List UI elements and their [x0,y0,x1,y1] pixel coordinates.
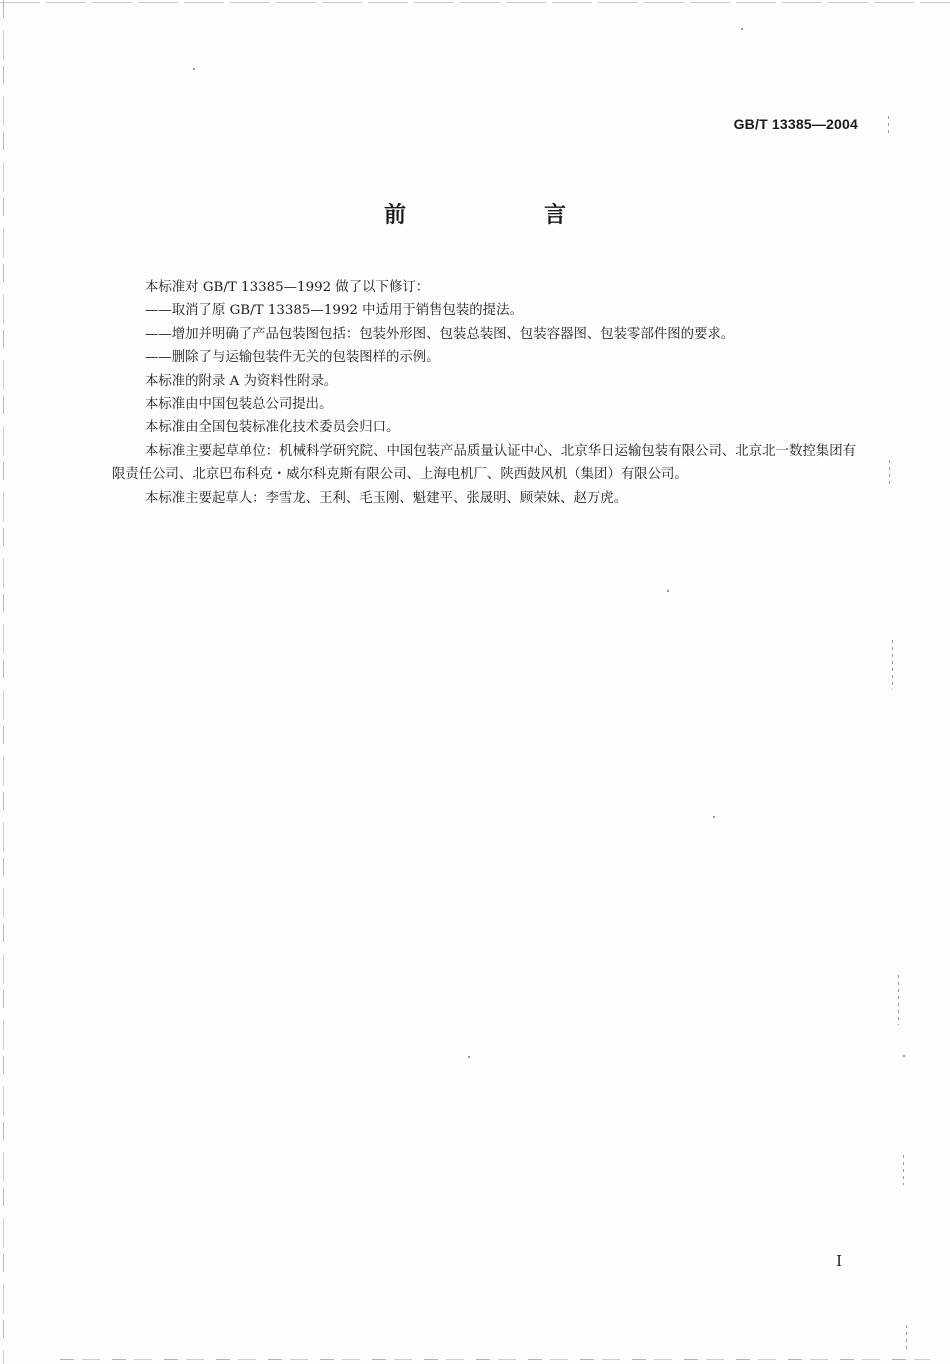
page-number: I [836,1252,842,1270]
scan-mark [889,460,890,486]
scan-mark [888,116,889,134]
paragraph-revision-intro: 本标准对 GB/T 13385—1992 做了以下修订： [145,280,430,295]
scan-edge-bottom [60,1359,930,1360]
foreword-body [112,276,856,510]
scan-speck [193,68,195,70]
page-title: 前 言 [383,203,624,228]
scan-speck [667,590,669,592]
standard-code: GB/T 13385—2004 [733,116,858,132]
paragraph-appendix: 本标准的附录 A 为资料性附录。 [145,373,338,389]
paragraph-revision-item-2: ——增加并明确了产品包装图包括：包装外形图、包装总装图、包装容器图、包装零部件图的要求。 [145,326,735,342]
paragraph-committee: 本标准由全国包装标准化技术委员会归口。 [145,420,400,436]
paragraph-revision-item-3: ——删除了与运输包装件无关的包装图样的示例。 [145,350,440,366]
paragraph-drafting-units: 本标准主要起草单位：机械科学研究院、中国包装产品质量认证中心、北京华日运输包装有限公司、北京北一数控集团有限责任公司、北京巴布科克・威尔科克斯有限公司、上海电机厂、陕西鼓风机（集团）有限公司。 [112,443,856,483]
scan-speck [713,816,715,818]
scan-mark [903,1155,904,1185]
scan-speck [468,1056,470,1058]
scan-speck [741,28,743,30]
paragraph-drafters: 本标准主要起草人：李雪龙、王利、毛玉刚、魁建平、张晟明、顾荣妹、赵万虎。 [145,490,628,506]
scan-speck [903,1055,905,1057]
scan-mark [898,975,899,1025]
paragraph-revision-item-1: ——取消了原 GB/T 13385—1992 中适用于销售包装的提法。 [145,303,523,319]
scan-mark [892,640,893,690]
scan-edge-top [0,2,950,3]
paragraph-proposer: 本标准由中国包装总公司提出。 [145,397,333,413]
scan-mark [906,1325,907,1353]
